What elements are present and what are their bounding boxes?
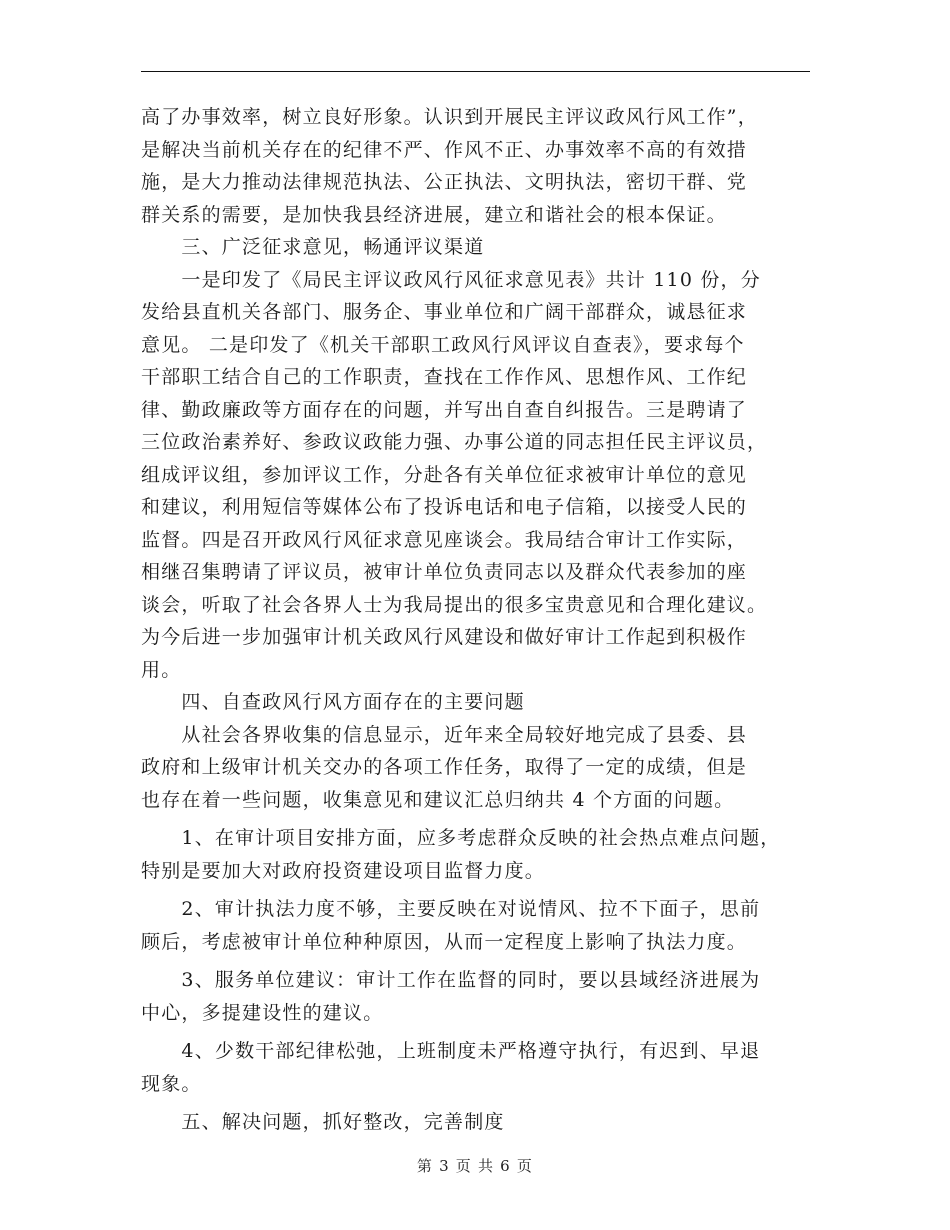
paragraph-line: 是解决当前机关存在的纪律不严、作风不正、办事效率不高的有效措 [141, 138, 748, 161]
paragraph-line: 发给县直机关各部门、服务企、事业单位和广阔干部群众，诚恳征求 [141, 301, 748, 323]
list-item-line: 4、少数干部纪律松弛，上班制度未严格遵守执行，有迟到、早退 [141, 1040, 761, 1062]
paragraph-line: 相继召集聘请了评议员，被审计单位负责同志以及群众代表参加的座 [141, 561, 748, 583]
paragraph-line: 从社会各界收集的信息显示，近年来全局较好地完成了县委、县 [141, 723, 748, 746]
paragraph-line: 为今后进一步加强审计机关政风行风建设和做好审计工作起到积极作 [141, 626, 748, 648]
paragraph-line: 用。 [141, 658, 182, 681]
section-heading: 五、解决问题，抓好整改，完善制度 [141, 1111, 505, 1133]
paragraph-line: 和建议，利用短信等媒体公布了投诉电话和电子信箱，以接受人民的 [141, 496, 748, 518]
paragraph-line: 也存在着一些问题，收集意见和建议汇总归纳共 4 个方面的问题。 [141, 788, 735, 811]
list-item-line: 3、服务单位建议：审计工作在监督的同时，要以县域经济进展为 [141, 969, 761, 991]
paragraph-line: 组成评议组，参加评议工作，分赴各有关单位征求被审计单位的意见 [141, 463, 748, 486]
list-item-line: 特别是要加大对政府投资建设项目监督力度。 [141, 859, 546, 882]
paragraph-line: 施，是大力推动法律规范执法、公正执法、文明执法，密切干群、党 [141, 171, 748, 193]
paragraph-line: 政府和上级审计机关交办的各项工作任务，取得了一定的成绩，但是 [141, 756, 748, 778]
list-item-line: 中心，多提建设性的建议。 [141, 1001, 384, 1024]
page-number-footer: 第 3 页 共 6 页 [416, 1157, 534, 1175]
header-rule [141, 71, 810, 72]
paragraph-line: 一是印发了《局民主评议政风行风征求意见表》共计 110 份，分 [141, 268, 761, 291]
paragraph-line: 意见。 二是印发了《机关干部职工政风行风评议自查表》，要求每个 [141, 333, 745, 356]
paragraph-line: 三位政治素养好、参政议政能力强、办事公道的同志担任民主评议员， [141, 431, 768, 453]
list-item-line: 现象。 [141, 1072, 202, 1095]
section-heading: 四、自查政风行风方面存在的主要问题 [141, 691, 525, 713]
section-heading: 三、广泛征求意见，畅通评议渠道 [141, 236, 485, 258]
paragraph-line: 群关系的需要，是加快我县经济进展，建立和谐社会的根本保证。 [141, 203, 727, 226]
list-item-line: 顾后，考虑被审计单位种种原因，从而一定程度上影响了执法力度。 [141, 930, 748, 953]
paragraph-line: 干部职工结合自己的工作职责，查找在工作作风、思想作风、工作纪 [141, 366, 748, 388]
paragraph-line: 律、勤政廉政等方面存在的问题，并写出自查自纠报告。三是聘请了 [141, 398, 748, 421]
paragraph-line: 监督。四是召开政风行风征求意见座谈会。我局结合审计工作实际， [141, 528, 748, 551]
document-body [141, 101, 817, 1139]
list-item-line: 2、审计执法力度不够，主要反映在对说情风、拉不下面子，思前 [141, 898, 761, 920]
paragraph-line: 高了办事效率，树立良好形象。认识到开展民主评议政风行风工作”， [141, 106, 758, 128]
list-item-line: 1、在审计项目安排方面，应多考虑群众反映的社会热点难点问题， [141, 827, 781, 849]
paragraph-line: 谈会，听取了社会各界人士为我局提出的很多宝贵意见和合理化建议。 [141, 593, 768, 616]
